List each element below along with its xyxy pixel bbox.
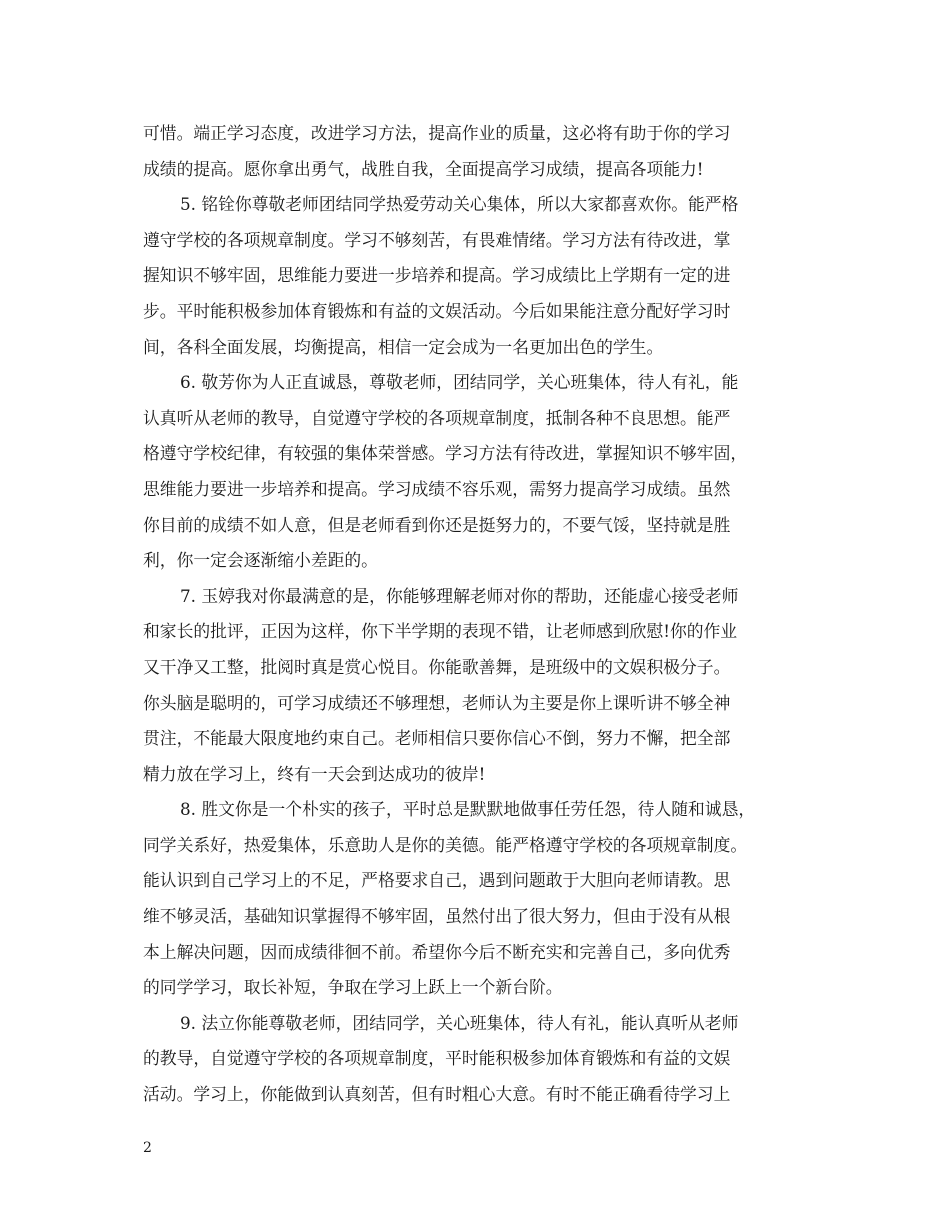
text-line: 你目前的成绩不如人意，但是老师看到你还是挺努力的，不要气馁，坚持就是胜 [143, 514, 731, 535]
text-line: 本上解决问题，因而成绩徘徊不前。希望你今后不断充实和完善自己，多向优秀 [143, 941, 731, 962]
text-line: 思维能力要进一步培养和提高。学习成绩不容乐观，需努力提高学习成绩。虽然 [143, 478, 731, 499]
paragraph-first-line: 9. 法立你能尊敬老师，团结同学，关心班集体，待人有礼，能认真听从老师 [180, 1012, 739, 1033]
text-line: 你头脑是聪明的，可学习成绩还不够理想，老师认为主要是你上课听讲不够全神 [143, 692, 731, 713]
text-line: 步。平时能积极参加体育锻炼和有益的文娱活动。今后如果能注意分配好学习时 [143, 300, 731, 321]
body-text [143, 116, 823, 1113]
text-line: 成绩的提高。愿你拿出勇气，战胜自我，全面提高学习成绩，提高各项能力! [143, 158, 704, 179]
text-line: 能认识到自己学习上的不足，严格要求自己，遇到问题敢于大胆向老师请教。思 [143, 870, 731, 891]
text-line: 格遵守学校纪律，有较强的集体荣誉感。学习方法有待改进，掌握知识不够牢固， [143, 443, 748, 464]
text-line: 和家长的批评，正因为这样，你下半学期的表现不错，让老师感到欣慰!你的作业 [143, 621, 738, 642]
text-line: 贯注，不能最大限度地约束自己。老师相信只要你信心不倒，努力不懈，把全部 [143, 728, 731, 749]
text-line: 的同学学习，取长补短，争取在学习上跃上一个新台阶。 [143, 977, 563, 998]
text-line: 握知识不够牢固，思维能力要进一步培养和提高。学习成绩比上学期有一定的进 [143, 265, 731, 286]
text-line: 又干净又工整，批阅时真是赏心悦目。你能歌善舞，是班级中的文娱积极分子。 [143, 656, 731, 677]
text-line: 可惜。端正学习态度，改进学习方法，提高作业的质量，这必将有助于你的学习 [143, 123, 731, 143]
text-line: 维不够灵活，基础知识掌握得不够牢固，虽然付出了很大努力，但由于没有从根 [143, 906, 731, 927]
text-line: 间，各科全面发展，均衡提高，相信一定会成为一名更加出色的学生。 [143, 336, 664, 357]
paragraph-first-line: 6. 敬芳你为人正直诚恳，尊敬老师，团结同学，关心班集体，待人有礼，能 [180, 372, 739, 393]
text-line: 遵守学校的各项规章制度。学习不够刻苦，有畏难情绪。学习方法有待改进，掌 [143, 229, 731, 250]
text-line: 活动。学习上，你能做到认真刻苦，但有时粗心大意。有时不能正确看待学习上 [143, 1084, 731, 1105]
page-number: 2 [143, 1140, 152, 1156]
paragraph-first-line: 8. 胜文你是一个朴实的孩子，平时总是默默地做事任劳任怨，待人随和诚恳， [180, 799, 756, 820]
text-line: 精力放在学习上，终有一天会到达成功的彼岸! [143, 763, 486, 784]
text-line: 同学关系好，热爱集体，乐意助人是你的美德。能严格遵守学校的各项规章制度。 [143, 834, 748, 855]
paragraph-first-line: 7. 玉婷我对你最满意的是，你能够理解老师对你的帮助，还能虚心接受老师 [180, 585, 739, 606]
text-line: 的教导，自觉遵守学校的各项规章制度，平时能积极参加体育锻炼和有益的文娱 [143, 1048, 731, 1069]
paragraph-first-line: 5. 铭铨你尊敬老师团结同学热爱劳动关心集体，所以大家都喜欢你。能严格 [180, 194, 739, 215]
text-line: 利，你一定会逐渐缩小差距的。 [143, 550, 378, 571]
text-line: 认真听从老师的教导，自觉遵守学校的各项规章制度，抵制各种不良思想。能严 [143, 407, 731, 428]
